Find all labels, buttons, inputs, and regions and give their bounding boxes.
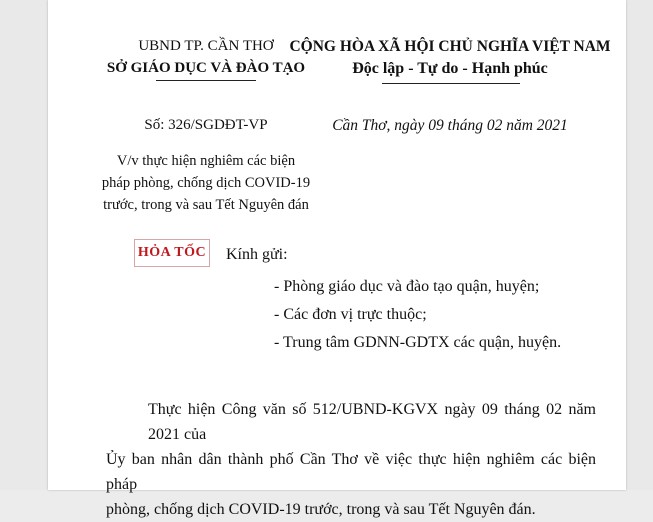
national-title: CỘNG HÒA XÃ HỘI CHỦ NGHĨA VIỆT NAM	[289, 38, 611, 55]
urgent-stamp: HỎA TỐC	[134, 239, 210, 267]
subject-line: trước, trong và sau Tết Nguyên đán	[103, 197, 309, 213]
place-date: Cần Thơ, ngày 09 tháng 02 năm 2021	[332, 117, 568, 134]
recipient-item: - Trung tâm GDNN-GDTX các quận, huyện.	[274, 334, 562, 351]
document-number: Số: 326/SGDĐT-VP	[144, 117, 268, 133]
agency-underline	[156, 80, 256, 81]
subject-line: pháp phòng, chống dịch COVID-19	[101, 175, 311, 191]
subject-line: V/v thực hiện nghiêm các biện	[116, 153, 296, 169]
viewer-margin-left	[0, 0, 48, 490]
recipient-item: - Các đơn vị trực thuộc;	[274, 306, 427, 323]
viewer-margin-right	[626, 0, 653, 490]
recipient-item: - Phòng giáo dục và đào tạo quận, huyện;	[274, 278, 540, 295]
paragraph-line: phòng, chống dịch COVID-19 trước, trong và sau Tết Nguyên đán.	[106, 501, 536, 518]
document-page	[48, 0, 626, 518]
body-paragraph	[106, 397, 596, 522]
recipients-heading: Kính gửi:	[226, 246, 288, 263]
agency-parent: UBND TP. CẦN THƠ	[138, 38, 274, 54]
paragraph-line: Ủy ban nhân dân thành phố Cần Thơ về việc thực hiện nghiêm các biện pháp	[106, 451, 596, 493]
motto-underline	[382, 83, 520, 84]
recipients-list	[274, 273, 561, 357]
national-motto: Độc lập - Tự do - Hạnh phúc	[352, 60, 548, 77]
paragraph-line: Thực hiện Công văn số 512/UBND-KGVX ngày 09 tháng 02 năm 2021 của	[148, 401, 596, 443]
agency-department: SỞ GIÁO DỤC VÀ ĐÀO TẠO	[106, 60, 306, 76]
document-subject	[96, 150, 316, 216]
